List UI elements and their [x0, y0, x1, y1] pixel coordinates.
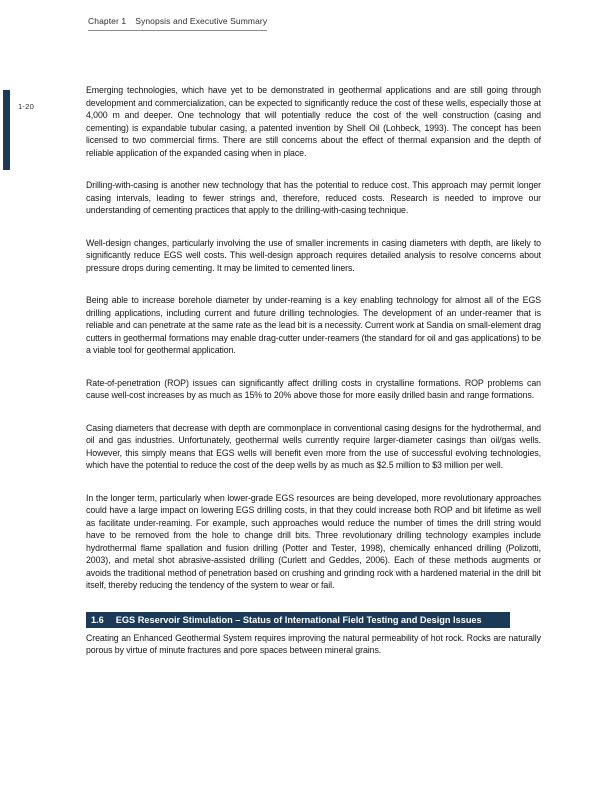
body-paragraph: In the longer term, particularly when lower-grade EGS resources are being developed, more revolutionary approaches could have a large impact on lowering EGS drilling costs, in that they could increase both ROP and bit lifetime as well as facilitate under-reaming. For example, such approaches would reduce the number of times the drill string would have to be removed from the hole to change drill bits. Three revolutionary drilling technology examples include hydrothermal flame spallation and fusion drilling (Potter and Tester, 1998), chemically enhanced drilling (Polizotti, 2003), and metal shot abrasive-assisted drilling (Curlett and Geddes, 2006). Each of these methods augments or avoids the traditional method of penetration based on crushing and grinding rock with a hardened material in the drill bit itself, thereby reducing the tendency of the system to wear or fail.	[86, 492, 541, 590]
running-header-title: Synopsis and Executive Summary	[135, 16, 268, 26]
running-header	[88, 16, 267, 31]
body-paragraph: Drilling-with-casing is another new technology that has the potential to reduce cost. This approach may permit longer casing intervals, leading to fewer strings and, therefore, reduced costs. Research is needed to improve our understanding of cementing practices that apply to the drilling-with-casing technique.	[86, 180, 541, 215]
body-text-column	[86, 84, 541, 657]
running-header-chapter: Chapter 1	[88, 16, 127, 26]
body-paragraph: Rate-of-penetration (ROP) issues can significantly affect drilling costs in crystalline formations. ROP problems can cause well-cost increases by as much as 15% to 20% above those for more easily drilled basin and range formations.	[86, 377, 541, 400]
section-heading-bar	[86, 612, 510, 628]
section-number: 1.6	[91, 614, 104, 625]
body-paragraph: Casing diameters that decrease with depth are commonplace in conventional casing designs for the hydrothermal, and oil and gas industries. Unfortunately, geothermal wells currently require larger-diameter casings than oil/gas wells. However, this simply means that EGS wells will benefit even more from the use of successful evolving technologies, which have the potential to reduce the cost of the deep wells by as much as $2.5 million to $3 million per well.	[86, 422, 541, 470]
body-paragraph: Emerging technologies, which have yet to be demonstrated in geothermal applications and are still going through development and commercialization, can be expected to significantly reduce the cost of these wells, especially those at 4,000 m and deeper. One technology that will potentially reduce the cost of the well construction (casing and cementing) is expandable tubular casing, a patented invention by Shell Oil (Lohbeck, 1993). The concept has been licensed to two commercial firms. There are still concerns about the effect of thermal expansion and the depth of reliable application of the expanded casing when in place.	[86, 85, 541, 158]
page-edge-tab-marker	[3, 90, 10, 170]
body-paragraph: Creating an Enhanced Geothermal System requires improving the natural permeability of hot rock. Rocks are naturally porous by virtue of minute fractures and pore spaces between mineral grains.	[86, 632, 541, 655]
body-paragraph: Being able to increase borehole diameter by under-reaming is a key enabling technology for almost all of the EGS drilling applications, including current and future drilling technologies. The development of an under-reamer that is reliable and can penetrate at the same rate as the lead bit is a necessity. Current work at Sandia on small-element drag cutters in geothermal formations may enable drag-cutter under-reamers (the standard for oil and gas applications) to be a viable tool for geothermal application.	[86, 295, 542, 355]
page-number-label: 1-20	[18, 102, 34, 111]
body-paragraph: Well-design changes, particularly involving the use of smaller increments in casing diameters with depth, are likely to significantly reduce EGS well costs. This well-design approach requires detailed analysis to resolve concerns about pressure drops during cementing. It may be limited to cemented liners.	[86, 237, 541, 273]
section-title: EGS Reservoir Stimulation – Status of International Field Testing and Design Issues	[115, 614, 482, 625]
